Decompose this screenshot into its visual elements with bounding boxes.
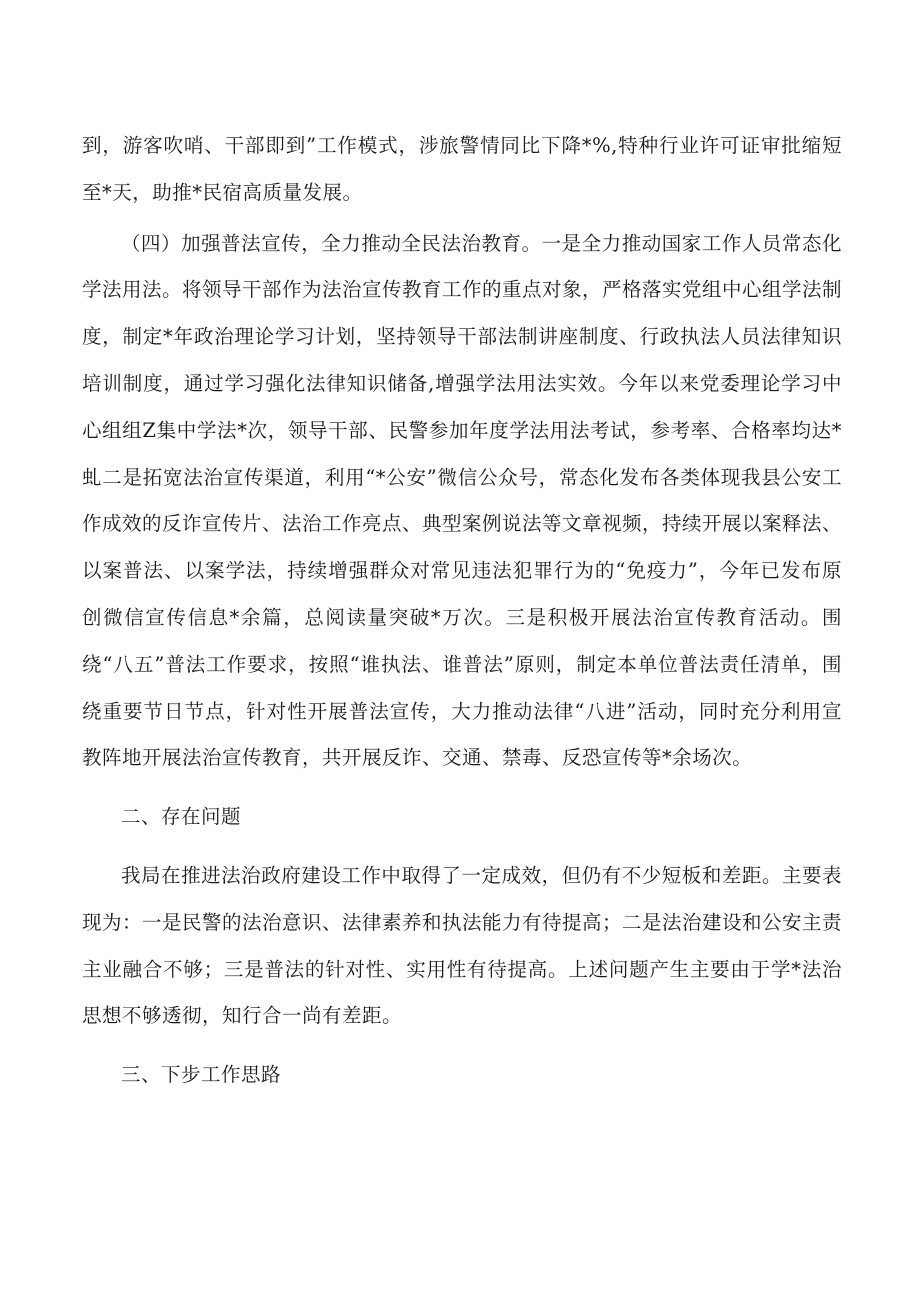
paragraph-problems: 我局在推进法治政府建设工作中取得了一定成效，但仍有不少短板和差距。主要表现为：一是民警的法治意识、法律素养和执法能力有待提高；二是法治建设和公安主责主业融合不够；三是普法的针对性、实用性有待提高。上述问题产生主要由于学*法治思想不够透彻，知行合一尚有差距。 — [82, 863, 843, 1028]
document-body — [82, 123, 842, 1099]
section-heading-problems: 二、存在问题 — [121, 805, 242, 829]
paragraph-legal-publicity: （四）加强普法宣传，全力推动全民法治教育。一是全力推动国家工作人员常态化学法用法。将领导干部作为法治宣传教育工作的重点对象，严格落实党组中心组学法制度，制定*年政治理论学习计划，坚持领导干部法制讲座制度、行政执法人员法律知识培训制度，通过学习强化法律知识储备,增强学法用法实效。今年以来党委理论学习中心组组Z集中学法*次，领导干部、民警参加年度学法用法考试，参考率、合格率均达*虬二是拓宽法治宣传渠道，利用“*公安”微信公众号，常态化发布各类体现我县公安工作成效的反诈宣传片、法治工作亮点、典型案例说法等文章视频，持续开展以案释法、以案普法、以案学法，持续增强群众对常见违法犯罪行为的“免疫力”，今年已发布原创微信宣传信息*余篇，总阅读量突破*万次。三是积极开展法治宣传教育活动。围绕“八五”普法工作要求，按照“谁执法、谁普法”原则，制定本单位普法责任清单，围绕重要节日节点，针对性开展普法宣传，大力推动法律“八进”活动，同时充分利用宣教阵地开展法治宣传教育，共开展反诈、交通、禁毒、反恐宣传等*余场次。 — [82, 231, 843, 770]
section-heading-next-steps: 三、下步工作思路 — [121, 1063, 282, 1087]
paragraph-continuation: 到，游客吹哨、干部即到”工作模式，涉旅警情同比下降*%,特种行业许可证审批缩短至*天，助推*民宿高质量发展。 — [82, 134, 842, 204]
